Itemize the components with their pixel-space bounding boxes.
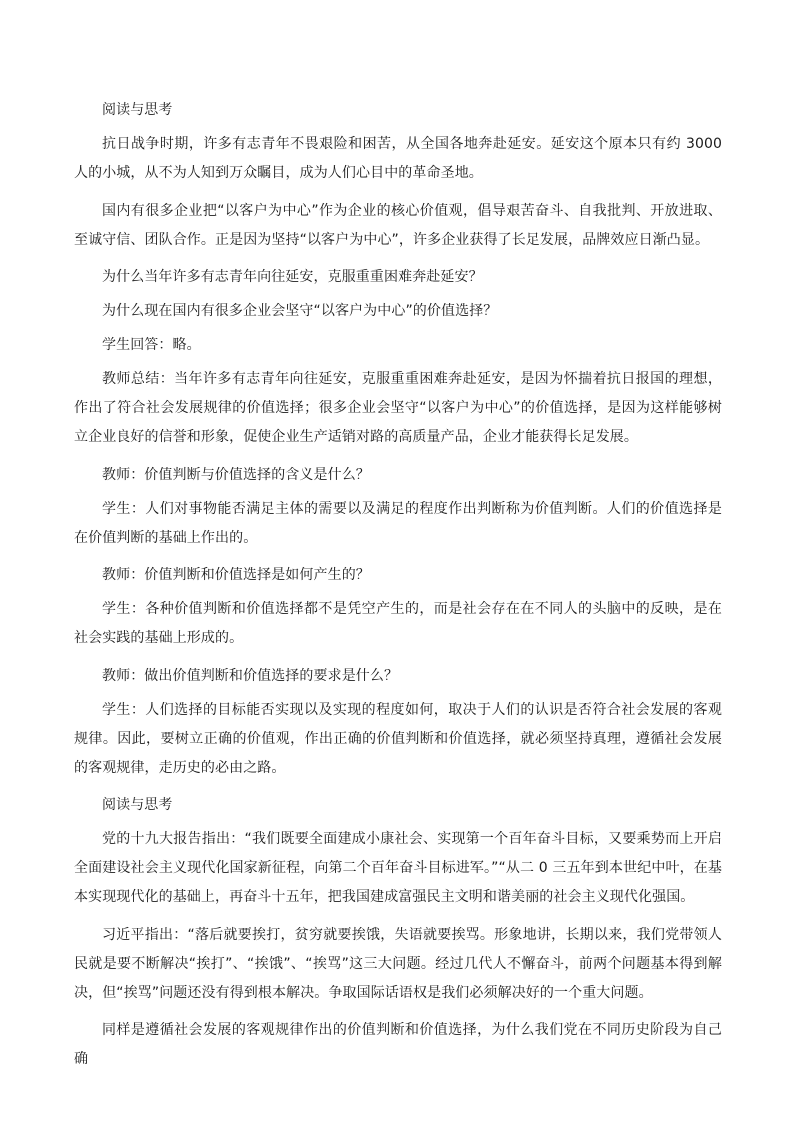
section-heading-reading-2: 阅读与思考 — [102, 797, 173, 813]
teacher-question-requirement: 教师：做出价值判断和价值选择的要求是什么？ — [102, 667, 399, 684]
paragraph-customer-centric: 国内有很多企业把“以客户为中心”作为企业的核心价值观，倡导艰苦奋斗、自我批判、开放进取、至诚守信、团队合作。正是因为坚持“以客户为中心”，许多企业获得了长足发展，品牌效应日渐凸显。 — [74, 202, 722, 248]
student-answer-requirement: 学生：人们选择的目标能否实现以及实现的程度如何，取决于人们的认识是否符合社会发展的客观规律。因此，要树立正确的价值观，作出正确的价值判断和价值选择，就必须坚持真理，遵循社会发展的客观规律，走历史的必由之路。 — [74, 701, 722, 776]
paragraph-19th-congress: 党的十九大报告指出：“我们既要全面建成小康社会、实现第一个百年奋斗目标，又要乘势而上开启全面建设社会主义现代化国家新征程，向第二个百年奋斗目标进军。”“从二 0 三五年到本世纪中叶，在基本实现现代化的基础上，再奋斗十五年，把我国建成富强民主文明和谐美丽的社会主义现代化强国。 — [74, 831, 722, 905]
student-answer-origin: 学生：各种价值判断和价值选择都不是凭空产生的，而是社会存在在不同人的头脑中的反映，是在社会实践的基础上形成的。 — [74, 601, 722, 646]
paragraph-xi-quote: 习近平指出：“落后就要挨打，贫穷就要挨饿，失语就要挨骂。形象地讲，长期以来，我们党带领人民就是要不断解决“挨打”、“挨饿”、“挨骂”这三大问题。经过几代人不懈奋斗，前两个问题基本得到解决，但“挨骂”问题还没有得到根本解决。争取国际话语权是我们必须解决好的一个重大问题。 — [74, 926, 722, 1001]
teacher-question-meaning: 教师：价值判断与价值选择的含义是什么？ — [102, 466, 370, 483]
student-answer: 学生回答：略。 — [102, 337, 201, 353]
document-body — [74, 96, 722, 1083]
teacher-summary: 教师总结：当年许多有志青年向往延安，克服重重困难奔赴延安，是因为怀揣着抗日报国的理想，作出了符合社会发展规律的价值选择；很多企业会坚守“以客户为中心”的价值选择，是因为这样能够树立企业良好的信誉和形象，促使企业生产适销对路的高质量产品，企业才能获得长足发展。 — [74, 371, 722, 445]
question-enterprise: 为什么现在国内有很多企业会坚守“以客户为中心”的价值选择？ — [102, 303, 498, 319]
question-yanan: 为什么当年许多有志青年向往延安，克服重重困难奔赴延安？ — [102, 269, 483, 285]
section-heading-reading: 阅读与思考 — [102, 102, 173, 118]
paragraph-yanan-history: 抗日战争时期，许多有志青年不畏艰险和困苦，从全国各地奔赴延安。延安这个原本只有约 3000 人的小城，从不为人知到万众瞩目，成为人们心目中的革命圣地。 — [74, 136, 722, 181]
paragraph-final-question: 同样是遵循社会发展的客观规律作出的价值判断和价值选择，为什么我们党在不同历史阶段为自己确 — [74, 1022, 722, 1067]
student-answer-meaning: 学生：人们对事物能否满足主体的需要以及满足的程度作出判断称为价值判断。人们的价值选择是在价值判断的基础上作出的。 — [74, 500, 722, 546]
teacher-question-origin: 教师：价值判断和价值选择是如何产生的？ — [102, 567, 370, 583]
